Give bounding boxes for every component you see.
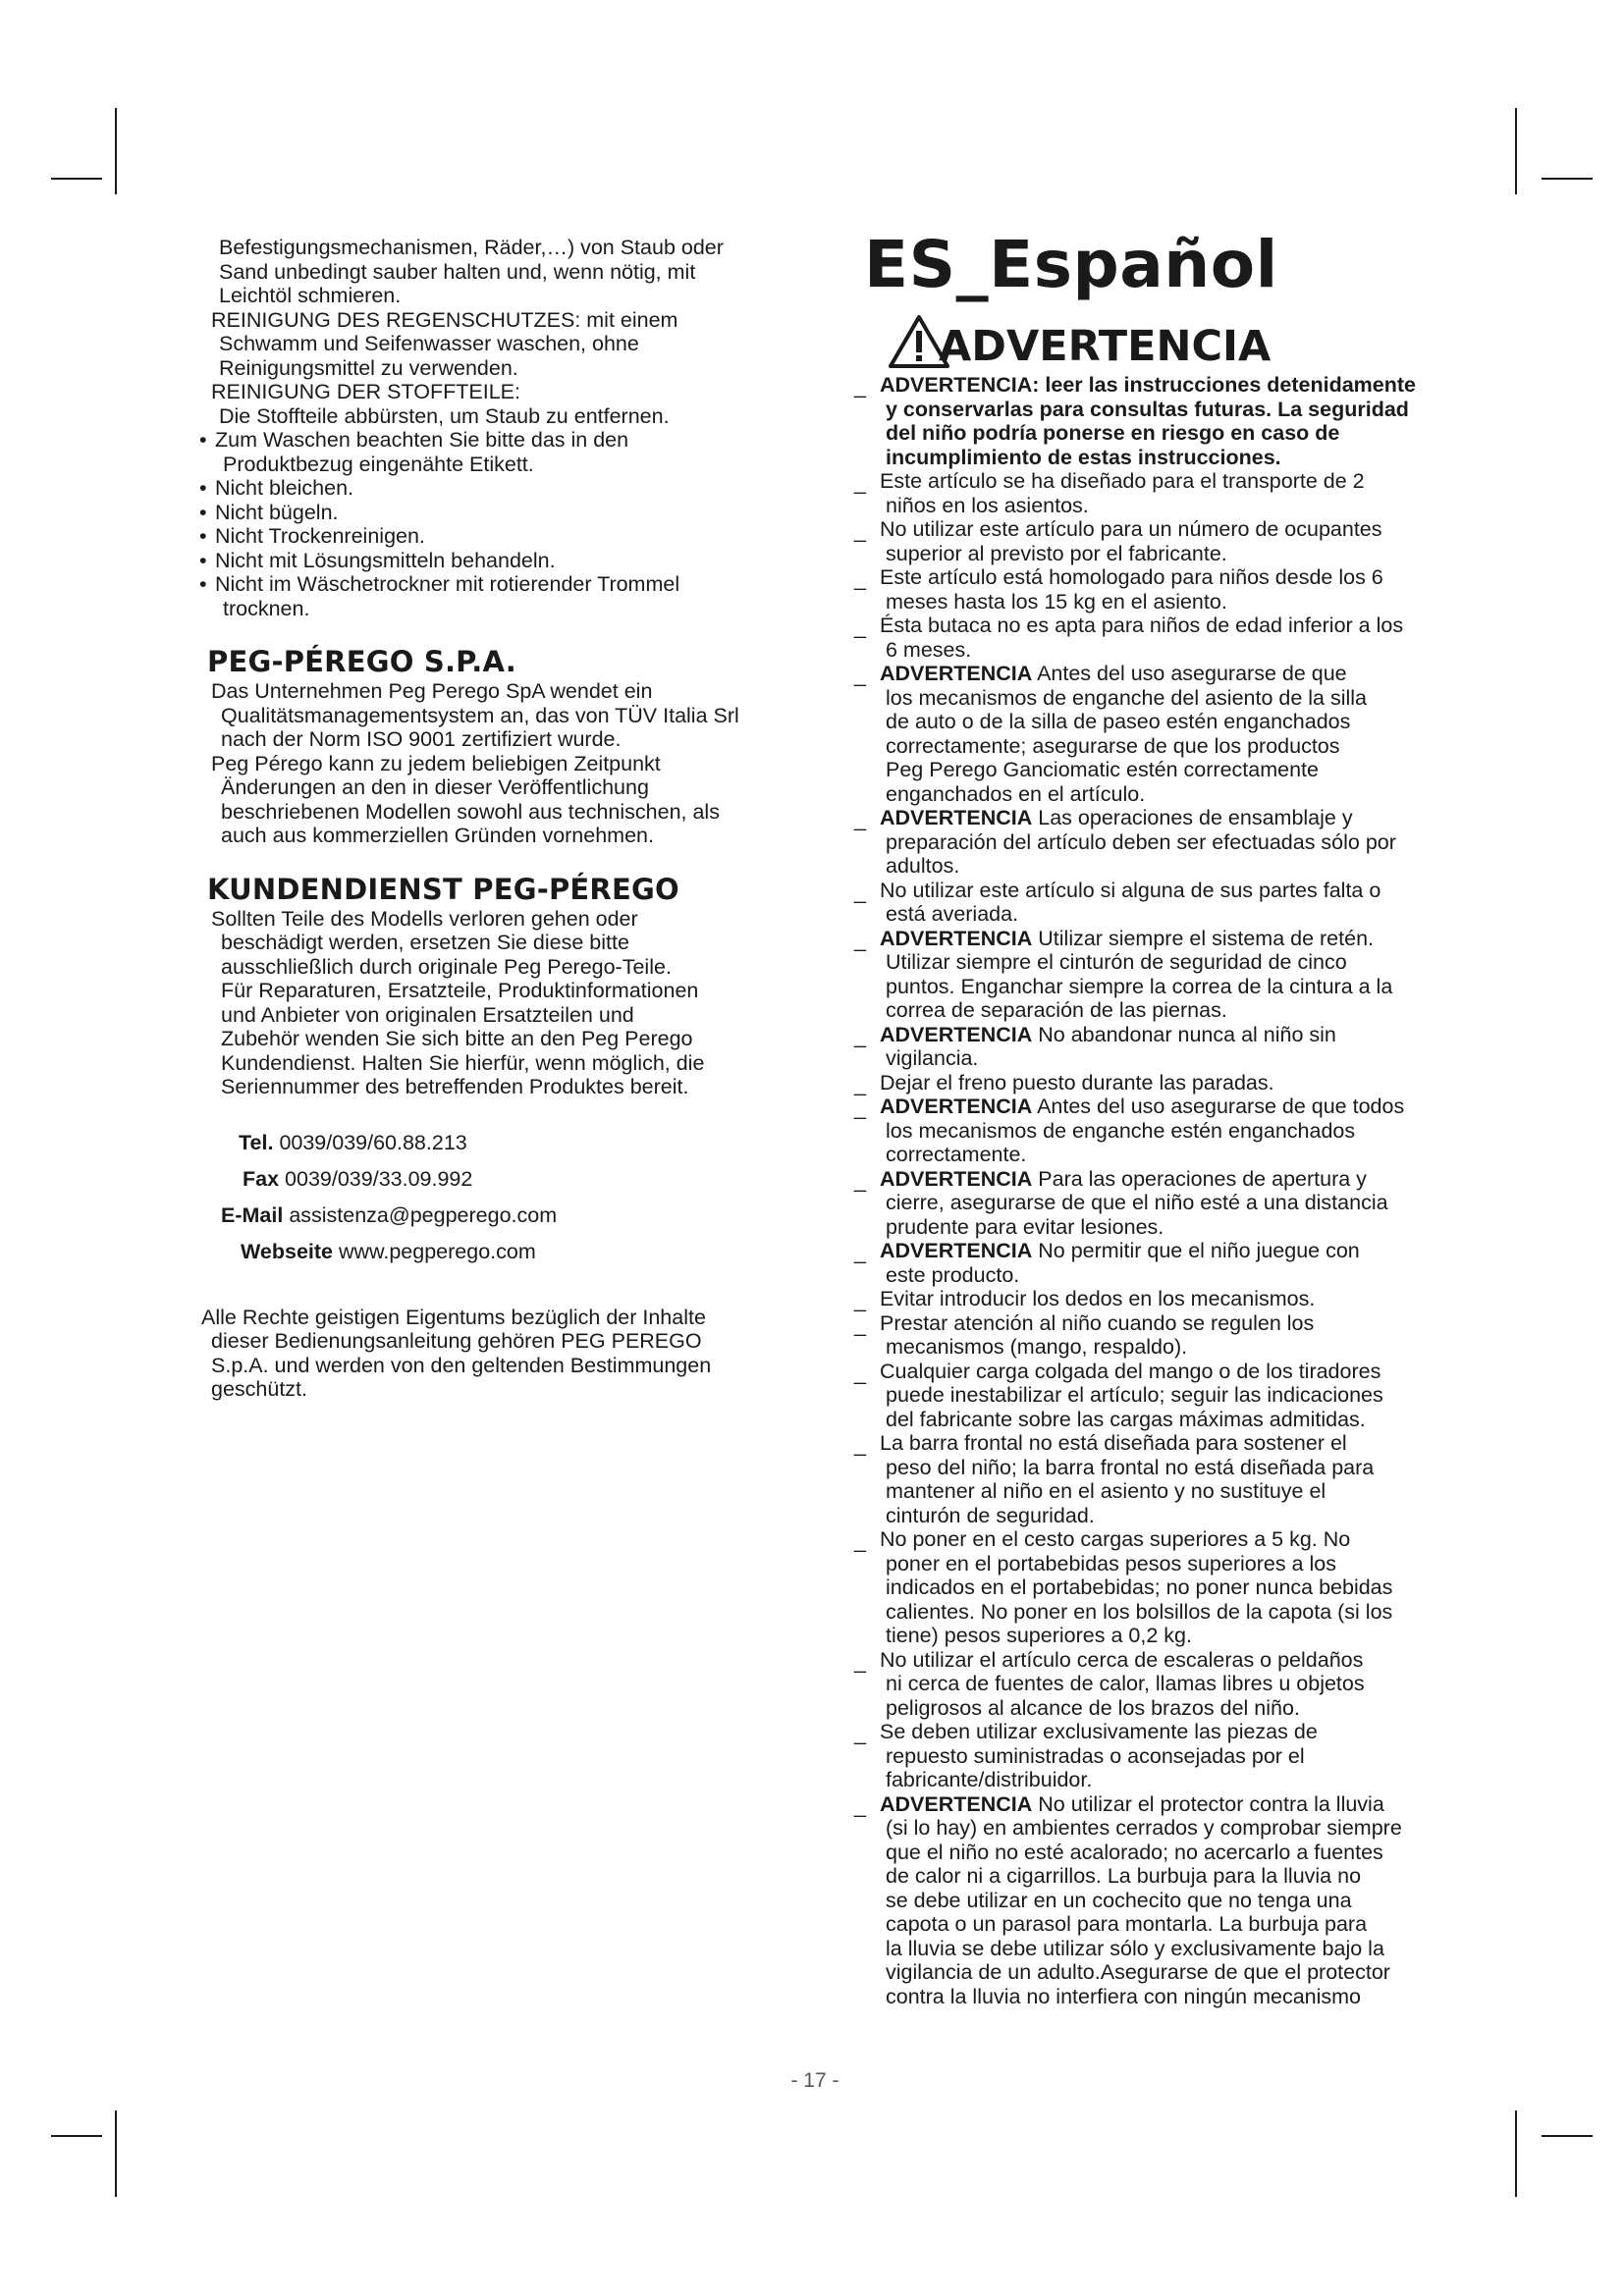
warning-label: ADVERTENCIA [880,926,1033,950]
warning-line: Utilizar siempre el cinturón de seguridad de cinco [886,950,1347,974]
warning-line: correctamente. [886,1143,1027,1166]
dash-marker: _ [854,1722,866,1745]
warning-list [844,373,1443,2008]
dash-marker: _ [854,1024,866,1048]
warning-first-line [880,1311,1314,1335]
warning-text [880,1792,1443,2009]
warning-item [844,1167,1443,1240]
warning-line: meses hasta los 15 kg en el asiento. [886,589,1227,614]
crop-mark-top-left-vertical [115,108,117,194]
warning-item [844,879,1443,927]
warning-first-line [880,1720,1318,1743]
warning-line: Se deben utilizar exclusivamente las piezas de [880,1720,1318,1743]
intro-paragraph [201,236,790,308]
warning-line: Para las operaciones de apertura y [1032,1166,1367,1191]
warning-line: mecanismos (mango, respaldo). [886,1335,1188,1359]
warning-line: correctamente; asegurarse de que los productos [886,733,1340,758]
warning-line: Utilizar siempre el sistema de retén. [1032,926,1375,950]
warning-line: los mecanismos de enganche estén enganchados [886,1118,1356,1143]
warning-text [880,1648,1443,1721]
warning-line: este producto. [886,1262,1020,1287]
text-line: und Anbieter von originalen Ersatzteilen und [221,1002,634,1027]
warning-line: cinturón de seguridad. [886,1503,1095,1527]
warning-line: contra la lluvia no interfiera con ningún mecanismo [886,1984,1362,2008]
text-line: dieser Bedienungsanleitung gehören PEG PEREGO [211,1329,702,1353]
warning-line: Prestar atención al niño cuando se regulen los [880,1310,1315,1335]
crop-mark-top-left-horizontal [51,178,102,180]
warning-first-line [880,1431,1347,1455]
warning-label: ADVERTENCIA [880,1166,1033,1191]
dash-marker: _ [854,567,866,591]
warning-first-line [880,879,1380,902]
warning-heading [888,308,1443,369]
service-heading: KUNDENDIENST PEG-PÉREGO [207,872,679,906]
warning-item [844,662,1443,806]
dash-marker: _ [854,1072,866,1096]
warning-item [844,1431,1443,1527]
warning-line: prudente para evitar lesiones. [886,1214,1164,1239]
fabric-line: Die Stoffteile abbürsten, um Staub zu entfernen. [219,403,670,428]
warning-item [844,1527,1443,1648]
warning-line: No abandonar nunca al niño sin [1032,1022,1336,1046]
legal-notice [201,1306,790,1402]
warning-line: Antes del uso asegurarse de que [1032,662,1347,685]
warning-text [880,517,1443,565]
dash-marker: _ [854,1168,866,1193]
warning-text [880,1239,1443,1287]
text-line: beschriebenen Modellen sowohl aus technischen, als [221,799,720,824]
crop-mark-bottom-left-vertical [115,2110,117,2197]
warning-item [844,1023,1443,1071]
text-line: Änderungen an den in dieser Veröffentlichung [221,775,649,799]
warning-line: y conservarlas para consultas futuras. La seguridad [886,397,1409,421]
warning-item [844,469,1443,517]
warning-first-line [880,1527,1350,1551]
fabric-heading: REINIGUNG DER STOFFTEILE: [211,380,520,403]
warning-first-line [880,1360,1380,1383]
email-link[interactable]: assistenza@pegperego.com [289,1202,558,1227]
warning-line: Antes del uso asegurarse de que todos [1032,1095,1405,1118]
warning-line: enganchados en el artículo. [886,781,1146,806]
page-number: - 17 - [790,2069,839,2092]
warning-first-line [880,1792,1384,1816]
dash-marker: _ [854,519,866,543]
warning-line: repuesto suministradas o aconsejadas por el [886,1743,1305,1768]
warning-label: ADVERTENCIA [880,662,1033,685]
fax-label: Fax [243,1166,280,1191]
dash-marker: _ [854,615,866,639]
list-item: • Nicht bleichen. [201,476,790,501]
rain-cover-heading: REINIGUNG DES REGENSCHUTZES: mit einem [211,307,678,332]
crop-mark-bottom-right-vertical [1515,2110,1517,2197]
company-paragraph-2 [201,752,790,848]
warning-line: incumplimiento de estas instrucciones. [886,445,1281,469]
tel-value[interactable]: 0039/039/60.88.213 [279,1130,467,1154]
dash-marker: _ [854,1096,866,1120]
company-paragraph-1 [201,679,790,752]
fax-value: 0039/039/33.09.992 [285,1166,473,1191]
language-title: ES_Español [864,227,1278,302]
warning-first-line [880,565,1383,589]
text-line: Das Unternehmen Peg Perego SpA wendet ein [211,679,653,703]
warning-label: ADVERTENCIA [880,806,1033,829]
warning-item [844,1648,1443,1721]
dash-marker: _ [854,1529,866,1553]
warning-label: ADVERTENCIA [880,1239,1033,1262]
warning-line: vigilancia. [886,1046,979,1070]
warning-line: La barra frontal no está diseñada para sostener el [880,1431,1347,1455]
warning-line: vigilancia de un adulto.Asegurarse de que el protector [886,1960,1390,1984]
list-item: • Zum Waschen beachten Sie bitte das in den Produktbezug eingenähte Etikett. [201,428,790,476]
contact-tel [201,1125,790,1161]
text-line: Befestigungsmechanismen, Räder,…) von Staub oder [219,236,724,259]
warning-text [880,469,1443,517]
warning-first-line [880,1071,1274,1095]
contact-website [201,1234,790,1270]
dash-marker: _ [854,1361,866,1385]
warning-text [880,1095,1443,1167]
warning-title: ADVERTENCIA [939,322,1272,371]
warning-first-line [880,1095,1404,1118]
contact-fax [201,1161,790,1198]
warning-label: ADVERTENCIA [880,1791,1033,1816]
warning-first-line [880,1239,1360,1262]
warning-line: tiene) pesos superiores a 0,2 kg. [886,1624,1192,1647]
warning-first-line [880,1023,1336,1046]
warning-first-line [880,1648,1363,1672]
warning-first-line [880,806,1353,829]
warning-line: Este artículo está homologado para niños desde los 6 [880,565,1383,589]
warning-line: mantener al niño en el asiento y no sustituye el [886,1479,1326,1503]
warning-line: Dejar el freno puesto durante las paradas. [880,1070,1274,1095]
text-line: nach der Norm ISO 9001 zertifiziert wurde. [221,727,622,751]
text-line: auch aus kommerziellen Gründen vornehmen. [221,824,654,847]
website-label: Webseite [241,1239,333,1263]
warning-first-line [880,373,1416,397]
warning-item [844,1239,1443,1287]
warning-line: de auto o de la silla de paseo estén enganchados [886,710,1351,733]
warning-label: ADVERTENCIA: leer las instrucciones detenidamente [880,373,1417,397]
warning-text [880,1720,1443,1792]
text-line: Reinigungsmittel zu verwenden. [219,355,518,380]
warning-line: los mecanismos de enganche del asiento de la silla [886,685,1368,710]
warning-line: 6 meses. [886,637,972,662]
warning-item [844,806,1443,879]
crop-mark-top-right-vertical [1515,108,1517,194]
warning-text [880,373,1443,469]
email-label: E-Mail [221,1202,284,1227]
right-column [844,228,1443,2008]
company-heading: PEG-PÉREGO S.P.A. [207,645,516,678]
text-line: Schwamm und Seifenwasser waschen, ohne [219,332,639,355]
warning-line: fabricante/distribuidor. [886,1768,1093,1791]
warning-item [844,1311,1443,1360]
warning-text [880,1311,1443,1360]
warning-item [844,1360,1443,1432]
warning-line: No utilizar este artículo para un número de ocupantes [880,517,1382,541]
warning-first-line [880,662,1347,685]
warning-item [844,565,1443,614]
text-line: Alle Rechte geistigen Eigentums bezüglich der Inhalte [201,1305,706,1329]
warning-line: cierre, asegurarse de que el niño esté a una distancia [886,1191,1388,1214]
text-line: Seriennummer des betreffenden Produktes bereit. [221,1075,689,1098]
warning-line: poner en el portabebidas pesos superiores a los [886,1551,1336,1575]
tel-label: Tel. [239,1130,274,1154]
warning-text [880,565,1443,614]
warning-line: (si lo hay) en ambientes cerrados y comprobar siempre [886,1816,1402,1840]
warning-line: Evitar introducir los dedos en los mecanismos. [880,1287,1316,1310]
text-line: ausschließlich durch originale Peg Perego-Teile. [221,954,672,979]
warning-line: niños en los asientos. [886,493,1089,517]
warning-line: ni cerca de fuentes de calor, llamas libres u objetos [886,1672,1365,1695]
warning-line: superior al previsto por el fabricante. [886,541,1227,565]
crop-mark-bottom-left-horizontal [51,2135,102,2137]
warning-line: No poner en el cesto cargas superiores a 5 kg. No [880,1527,1351,1551]
warning-first-line [880,614,1403,637]
warning-text [880,927,1443,1023]
warning-text [880,1023,1443,1071]
warning-text [880,806,1443,879]
warning-text [880,614,1443,662]
warning-line: No utilizar el artículo cerca de escaleras o peldaños [880,1647,1364,1672]
text-line: Sand unbedingt sauber halten und, wenn nötig, mit [219,259,696,284]
warning-label: ADVERTENCIA [880,1022,1033,1046]
warning-label: ADVERTENCIA [880,1095,1033,1118]
warning-line: Cualquier carga colgada del mango o de los tiradores [880,1359,1381,1383]
warning-line: Las operaciones de ensamblaje y [1032,806,1353,829]
warning-line: preparación del artículo deben ser efectuadas sólo por [886,829,1396,854]
care-bullet-list [201,428,790,620]
text-line: S.p.A. und werden von den geltenden Bestimmungen [211,1353,712,1377]
warning-line: puntos. Enganchar siempre la correa de la cintura a la [886,974,1393,998]
text-line: beschädigt werden, ersetzen Sie diese bitte [221,931,629,954]
dash-marker: _ [854,1289,866,1312]
warning-item [844,1720,1443,1792]
dash-marker: _ [854,375,866,399]
website-link[interactable]: www.pegperego.com [338,1239,536,1263]
list-item: • Nicht mit Lösungsmitteln behandeln. [201,549,790,573]
warning-first-line [880,1167,1367,1191]
dash-marker: _ [854,880,866,904]
contact-email [201,1198,790,1234]
dash-marker: _ [854,1241,866,1264]
warning-text [880,1287,1443,1311]
warning-first-line [880,927,1374,950]
list-item: • Nicht Trockenreinigen. [201,524,790,549]
dash-marker: _ [854,1649,866,1674]
dash-marker: _ [854,808,866,831]
warning-line: se debe utilizar en un cochecito que no tenga una [886,1888,1352,1912]
warning-line: de calor ni a cigarrillos. La burbuja para la lluvia no [886,1864,1362,1888]
warning-line: No permitir que el niño juegue con [1032,1239,1360,1262]
warning-item [844,373,1443,469]
warning-line: capota o un parasol para montarla. La burbuja para [886,1912,1368,1936]
warning-item [844,614,1443,662]
dash-marker: _ [854,1793,866,1818]
text-line: Kundendienst. Halten Sie hierfür, wenn möglich, die [221,1050,705,1075]
text-line: geschützt. [211,1377,307,1401]
dash-marker: _ [854,471,866,495]
warning-text [880,662,1443,806]
warning-text [880,1167,1443,1240]
warning-text [880,879,1443,927]
warning-item [844,1071,1443,1095]
dash-marker: _ [854,1312,866,1337]
warning-line: No utilizar el protector contra la lluvia [1032,1791,1384,1816]
dash-marker: _ [854,1433,866,1457]
warning-item [844,517,1443,565]
warning-first-line [880,1287,1315,1310]
warning-text [880,1431,1443,1527]
service-paragraph [201,907,790,1099]
warning-text [880,1360,1443,1432]
warning-text [880,1071,1443,1095]
text-line: Sollten Teile des Modells verloren gehen oder [211,906,638,931]
list-item: • Nicht im Wäschetrockner mit rotierender Trommel trocknen. [201,572,790,620]
warning-line: correa de separación de las piernas. [886,998,1227,1022]
text-line: Peg Pérego kann zu jedem beliebigen Zeitpunkt [211,751,661,775]
warning-item [844,1287,1443,1311]
text-line: Leichtöl schmieren. [219,284,402,307]
warning-line: la lluvia se debe utilizar sólo y exclusivamente bajo la [886,1936,1384,1960]
warning-line: Este artículo se ha diseñado para el transporte de 2 [880,469,1365,493]
warning-line: Peg Perego Ganciomatic estén correctamente [886,758,1319,781]
warning-line: No utilizar este artículo si alguna de sus partes falta o [880,878,1381,902]
dash-marker: _ [854,664,866,687]
left-column [201,236,790,1402]
text-line: Qualitätsmanagementsystem an, das von TÜV Italia Srl [221,703,739,727]
crop-mark-bottom-right-horizontal [1542,2135,1593,2137]
warning-item [844,1792,1443,2009]
warning-item [844,1095,1443,1167]
warning-item [844,927,1443,1023]
warning-line: calientes. No poner en los bolsillos de la capota (si los [886,1599,1393,1624]
warning-line: indicados en el portabebidas; no poner nunca bebidas [886,1575,1393,1599]
warning-line: del fabricante sobre las cargas máximas admitidas. [886,1407,1366,1431]
warning-line: está averiada. [886,902,1019,926]
warning-line: adultos. [886,854,960,878]
text-line: Für Reparaturen, Ersatzteile, Produktinformationen [221,979,699,1002]
contact-block [201,1125,790,1270]
warning-line: peligrosos al alcance de los brazos del niño. [886,1695,1300,1720]
crop-mark-top-right-horizontal [1542,178,1593,180]
warning-line: Ésta butaca no es apta para niños de edad inferior a los [880,614,1404,637]
warning-line: peso del niño; la barra frontal no está diseñada para [886,1455,1375,1479]
warning-first-line [880,469,1365,493]
text-line: Zubehör wenden Sie sich bitte an den Peg Perego [221,1027,693,1050]
warning-first-line [880,517,1382,541]
rain-cover-paragraph [201,332,790,380]
warning-line: puede inestabilizar el artículo; seguir las indicaciones [886,1383,1383,1407]
dash-marker: _ [854,928,866,952]
list-item: • Nicht bügeln. [201,501,790,525]
warning-line: del niño podría ponerse en riesgo en caso de [886,421,1340,445]
warning-line: que el niño no esté acalorado; no acercarlo a fuentes [886,1840,1383,1864]
warning-text [880,1527,1443,1648]
